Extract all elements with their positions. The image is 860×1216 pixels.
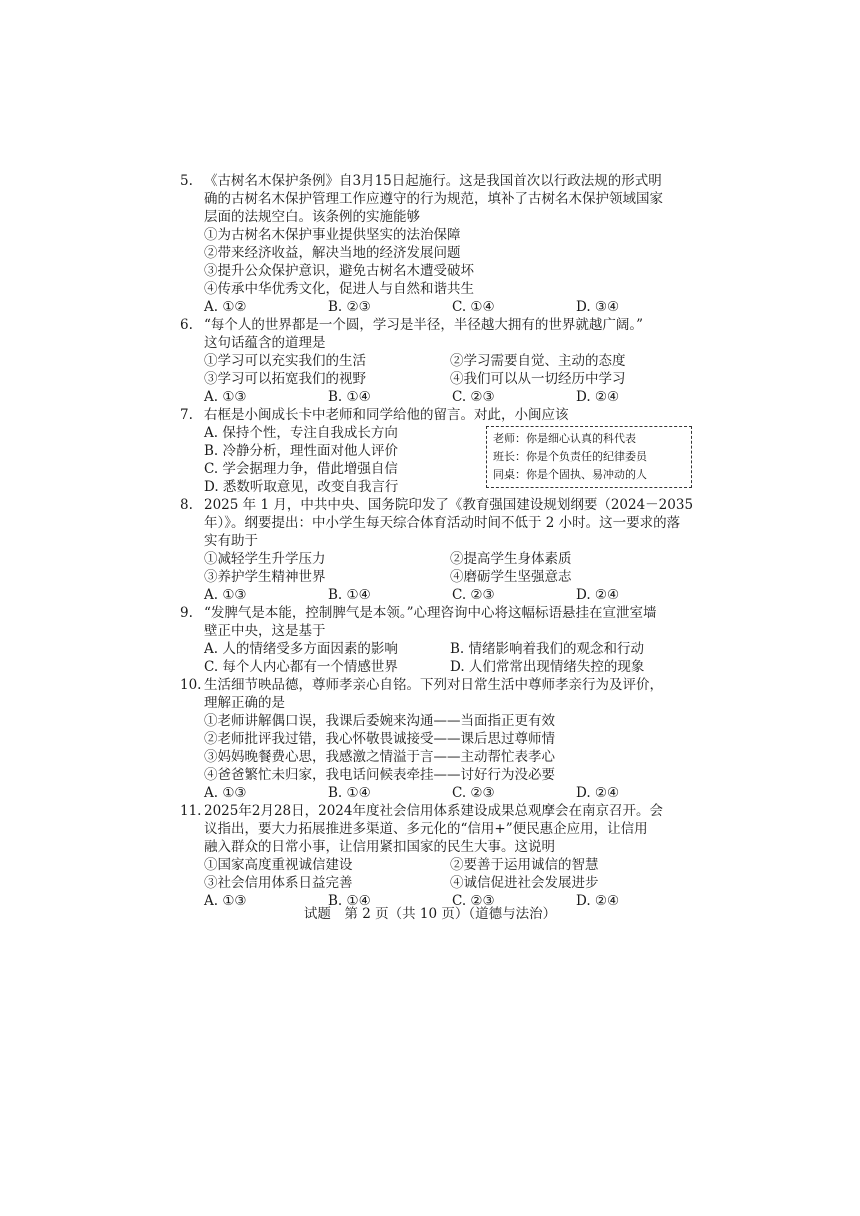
option-d: D. ②④ [576,785,620,801]
option-c: C. ②③ [452,785,495,801]
statement: ③养护学生精神世界 [204,569,326,585]
statement: ③提升公众保护意识，避免古树名木遭受破坏 [204,263,474,279]
option-d: D. 悉数听取意见，改变自我言行 [204,479,399,495]
question-10 [180,676,700,802]
option-d: D. ③④ [576,299,620,315]
question-number: 8. [180,497,193,513]
option-b: B. ①④ [328,785,371,801]
statement: ④传承中华优秀文化，促进人与自然和谐共生 [204,281,474,297]
statement: ①学习可以充实我们的生活 [204,353,366,369]
option-c: C. 每个人内心都有一个情感世界 [204,659,398,675]
statement: ④爸爸繁忙未归家，我电话问候表牵挂——讨好行为没必要 [204,767,555,783]
options-row [180,586,700,604]
statement: ④诚信促进社会发展进步 [450,875,599,891]
statement: ②老师批评我过错，我心怀敬畏诚接受——课后思过尊师情 [204,731,555,747]
stem-line: 年）》。纲要提出：中小学生每天综合体育活动时间不低于 2 小时。这一要求的落 [204,515,681,531]
question-6 [180,316,700,406]
stem-line: 《古树名木保护条例》自3月15日起施行。这是我国首次以行政法规的形式明 [204,173,662,189]
statement: ①减轻学生升学压力 [204,551,326,567]
statement: ②带来经济收益，解决当地的经济发展问题 [204,245,461,261]
stem-line: 右框是小闽成长卡中老师和同学给他的留言。对此，小闽应该 [204,407,569,423]
stem-line: 确的古树名木保护管理工作应遵守的行为规范，填补了古树名木保护领域国家 [204,191,663,207]
stem-line: 壁正中央，这是基于 [204,623,326,639]
option-b: B. ②③ [328,299,371,315]
option-b: B. ①④ [328,389,371,405]
question-number: 9. [180,605,193,621]
message-line: 老师：你是细心认真的科代表 [493,432,636,445]
message-line: 班长：你是个负责任的纪律委员 [493,450,647,463]
question-7 [180,406,700,496]
option-b: B. ①④ [328,587,371,603]
options-row [180,784,700,802]
question-number: 7. [180,407,193,423]
stem-line: 生活细节映品德，尊师孝亲心自铭。下列对日常生活中尊师孝亲行为及评价， [204,677,663,693]
option-d: D. 人们常常出现情绪失控的现象 [450,659,645,675]
stem-line: 2025 年 1 月，中共中央、国务院印发了《教育强国建设规划纲要（2024－2035 [204,497,694,513]
option-c: C. ②③ [452,893,495,909]
stem-line: 这句话蕴含的道理是 [204,335,326,351]
option-d: D. ②④ [576,587,620,603]
option-a: A. 人的情绪受多方面因素的影响 [204,641,398,657]
statements-grid [180,550,700,586]
statement: ②要善于运用诚信的智慧 [450,857,599,873]
page-footer: 试题 第 2 页（共 10 页）（道德与法治） [303,906,557,922]
option-c: C. 学会据理力争，借此增强自信 [204,461,398,477]
options-grid [180,640,700,676]
statement: ②学习需要自觉、主动的态度 [450,353,626,369]
question-8 [180,496,700,604]
option-a: A. ①② [204,299,247,315]
option-b: B. ①④ [328,893,371,909]
question-5 [180,172,700,316]
stem-line: “发脾气是本能，控制脾气是本领。”心理咨询中心将这幅标语悬挂在宣泄室墙 [204,605,657,621]
statements-grid [180,352,700,388]
option-c: C. ①④ [452,299,495,315]
option-c: C. ②③ [452,587,495,603]
statement: ③妈妈晚餐费心思，我感激之情溢于言——主动帮忙表孝心 [204,749,555,765]
options-row [180,298,700,316]
option-a: A. 保持个性，专注自我成长方向 [204,425,398,441]
statements-grid [180,856,700,892]
question-number: 6. [180,317,193,333]
question-11 [180,802,700,910]
stem-line: 融入群众的日常小事，让信用紧扣国家的民生大事。这说明 [204,839,555,855]
statement: ①国家高度重视诚信建设 [204,857,353,873]
message-line: 同桌：你是个固执、易冲动的人 [493,468,647,481]
statement: ④我们可以从一切经历中学习 [450,371,626,387]
statement: ②提高学生身体素质 [450,551,572,567]
question-number: 5. [180,173,193,189]
stem-line: “每个人的世界都是一个圆，学习是半径，半径越大拥有的世界就越广阔。” [204,317,644,333]
option-c: C. ②③ [452,389,495,405]
option-b: B. 冷静分析，理性面对他人评价 [204,443,399,459]
option-a: A. ①③ [204,389,247,405]
stem-line: 议指出，要大力拓展推进多渠道、多元化的“信用+”便民惠企应用，让信用 [204,821,648,837]
question-number: 10. [180,677,202,693]
statement: ③社会信用体系日益完善 [204,875,353,891]
stem-line: 理解正确的是 [204,695,285,711]
stem-line: 实有助于 [204,533,258,549]
option-d: D. ②④ [576,389,620,405]
statement: ①为古树名木保护事业提供坚实的法治保障 [204,227,461,243]
stem-line: 2025年2月28日，2024年度社会信用体系建设成果总观摩会在南京召开。会 [204,803,663,819]
question-number: 11. [180,803,202,819]
question-9 [180,604,700,676]
statement: ③学习可以拓宽我们的视野 [204,371,366,387]
message-card-box [486,426,692,488]
option-b: B. 情绪影响着我们的观念和行动 [450,641,645,657]
option-a: A. ①③ [204,785,247,801]
option-d: D. ②④ [576,893,620,909]
option-a: A. ①③ [204,587,247,603]
statement: ④磨砺学生坚强意志 [450,569,572,585]
stem-line: 层面的法规空白。该条例的实施能够 [204,209,420,225]
option-a: A. ①③ [204,893,247,909]
statement: ①老师讲解偶口误，我课后委婉来沟通——当面指正更有效 [204,713,555,729]
questions-column [180,172,700,910]
options-row [180,388,700,406]
